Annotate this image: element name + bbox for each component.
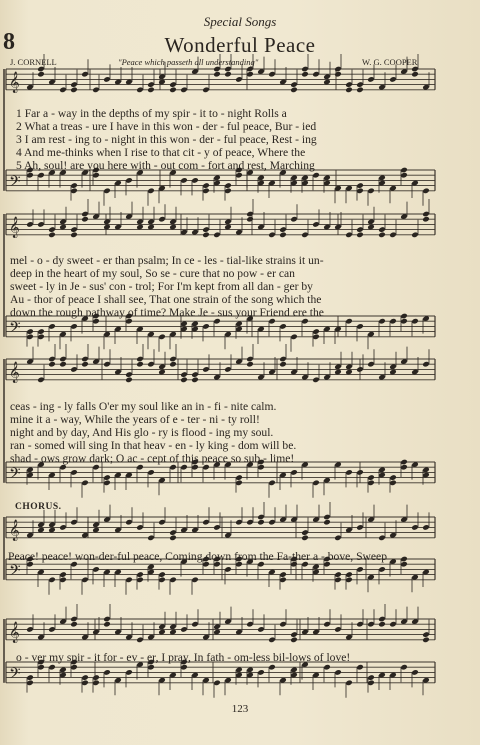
note-head bbox=[246, 216, 254, 223]
note-head bbox=[59, 361, 67, 368]
note-head bbox=[70, 621, 78, 628]
note-head bbox=[378, 232, 386, 239]
note-head bbox=[356, 87, 364, 94]
note-head bbox=[136, 361, 144, 368]
note-head bbox=[125, 377, 133, 384]
note-head bbox=[279, 232, 287, 239]
note-head bbox=[422, 637, 430, 644]
verse-1-line-2: mel - o - dy sweet - er than psalm; In ce - les - tial-like strains it un- bbox=[10, 254, 324, 267]
epigraph: "Peace which passeth all understanding" bbox=[118, 57, 259, 67]
hymn-title: Wonderful Peace bbox=[164, 33, 316, 57]
bass-clef: 𝄢 bbox=[9, 172, 21, 194]
verse-1-line-1: 1 Far a - way in the depths of my spir - it to - night Rolls a bbox=[16, 107, 287, 120]
note-head bbox=[378, 621, 386, 628]
note-head bbox=[279, 361, 287, 368]
verse-5-line-2: down the rough pathway of time? Make Je - sus your Friend ere the bbox=[10, 306, 324, 319]
verse-3-line-2: sweet - ly in Je - sus' con - trol; For I'm kept from all dan - ger by bbox=[10, 280, 313, 293]
note-head bbox=[246, 361, 254, 368]
note-head bbox=[191, 377, 199, 384]
chorus-line-2: o - ver my spir - it for - ev - er, I pray, In fath - om-less bil-lows of love! bbox=[16, 651, 351, 664]
treble-clef: 𝄞 bbox=[9, 216, 20, 238]
note-head bbox=[301, 535, 309, 542]
note-head bbox=[48, 232, 56, 239]
note-head bbox=[70, 232, 78, 239]
note-head bbox=[345, 87, 353, 94]
note-head bbox=[180, 377, 188, 384]
section-header: Special Songs bbox=[203, 14, 277, 29]
verse-2-line-1: 2 What a treas - ure I have in this won - der - ful peace, Bur - ied bbox=[16, 120, 317, 133]
verse-4-line-2: Au - thor of peace I shall see, That one strain of the song which the bbox=[10, 293, 322, 306]
verse-5-line-3: shad - ows grow dark; O ac - cept of this peace so sub - lime! bbox=[10, 452, 295, 465]
verse-3-line-1: 3 I am rest - ing to - night in this won - der - ful peace, Rest - ing bbox=[16, 133, 317, 146]
note-head bbox=[411, 71, 419, 78]
note-head bbox=[81, 361, 89, 368]
chorus-line-1: Peace! peace! won-der-ful peace, Coming down from the Fa-ther a - bove, Sweep bbox=[8, 550, 387, 563]
note-head bbox=[422, 216, 430, 223]
page-number: 123 bbox=[231, 703, 249, 715]
treble-clef: 𝄞 bbox=[9, 519, 20, 541]
verse-2-line-2: deep in the heart of my soul, So se - cure that no pow - er can bbox=[10, 267, 295, 280]
note-head bbox=[70, 87, 78, 94]
note-head bbox=[224, 71, 232, 78]
note-head bbox=[213, 71, 221, 78]
note-head bbox=[290, 637, 298, 644]
bass-clef: 𝄢 bbox=[9, 318, 21, 340]
note-head bbox=[323, 519, 331, 526]
verse-5-line-1: 5 Ah, soul! are you here with - out com - fort and rest, Marching bbox=[16, 159, 315, 172]
note-head bbox=[81, 216, 89, 223]
note-head bbox=[147, 87, 155, 94]
note-head bbox=[169, 535, 177, 542]
bass-clef: 𝄢 bbox=[9, 664, 21, 686]
treble-clef: 𝄞 bbox=[9, 71, 20, 93]
bass-clef: 𝄢 bbox=[9, 561, 21, 583]
verse-2-line-3: mine it a - way, While the years of e - ter - ni - ty roll! bbox=[10, 413, 260, 426]
verse-4-line-3: ran - somed will sing In that heav - en - ly king - dom will be. bbox=[10, 439, 297, 452]
note-head bbox=[37, 71, 45, 78]
hymn-number: 8 bbox=[3, 29, 15, 55]
bass-clef: 𝄢 bbox=[9, 464, 21, 486]
chorus-label: CHORUS. bbox=[15, 502, 62, 512]
verse-3-line-3: night and by day, And His glo - ry is flood - ing my soul. bbox=[10, 426, 274, 439]
verse-4-line-1: 4 And me-thinks when I rise to that cit - y of peace, Where the bbox=[16, 146, 306, 159]
verse-1-line-3: ceas - ing - ly falls O'er my soul like an in - fi - nite calm. bbox=[10, 400, 277, 413]
note-head bbox=[48, 361, 56, 368]
composer-credit: W. G. COOPER bbox=[362, 57, 418, 67]
treble-clef: 𝄞 bbox=[9, 621, 20, 643]
note-head bbox=[257, 519, 265, 526]
note-head bbox=[334, 71, 342, 78]
lyricist-credit: J. CORNELL bbox=[10, 57, 57, 67]
note-head bbox=[169, 361, 177, 368]
note-head bbox=[103, 621, 111, 628]
note-head bbox=[202, 232, 210, 239]
note-head bbox=[301, 71, 309, 78]
note-head bbox=[356, 232, 364, 239]
note-head bbox=[169, 87, 177, 94]
treble-clef: 𝄞 bbox=[9, 361, 20, 383]
note-head bbox=[290, 87, 298, 94]
